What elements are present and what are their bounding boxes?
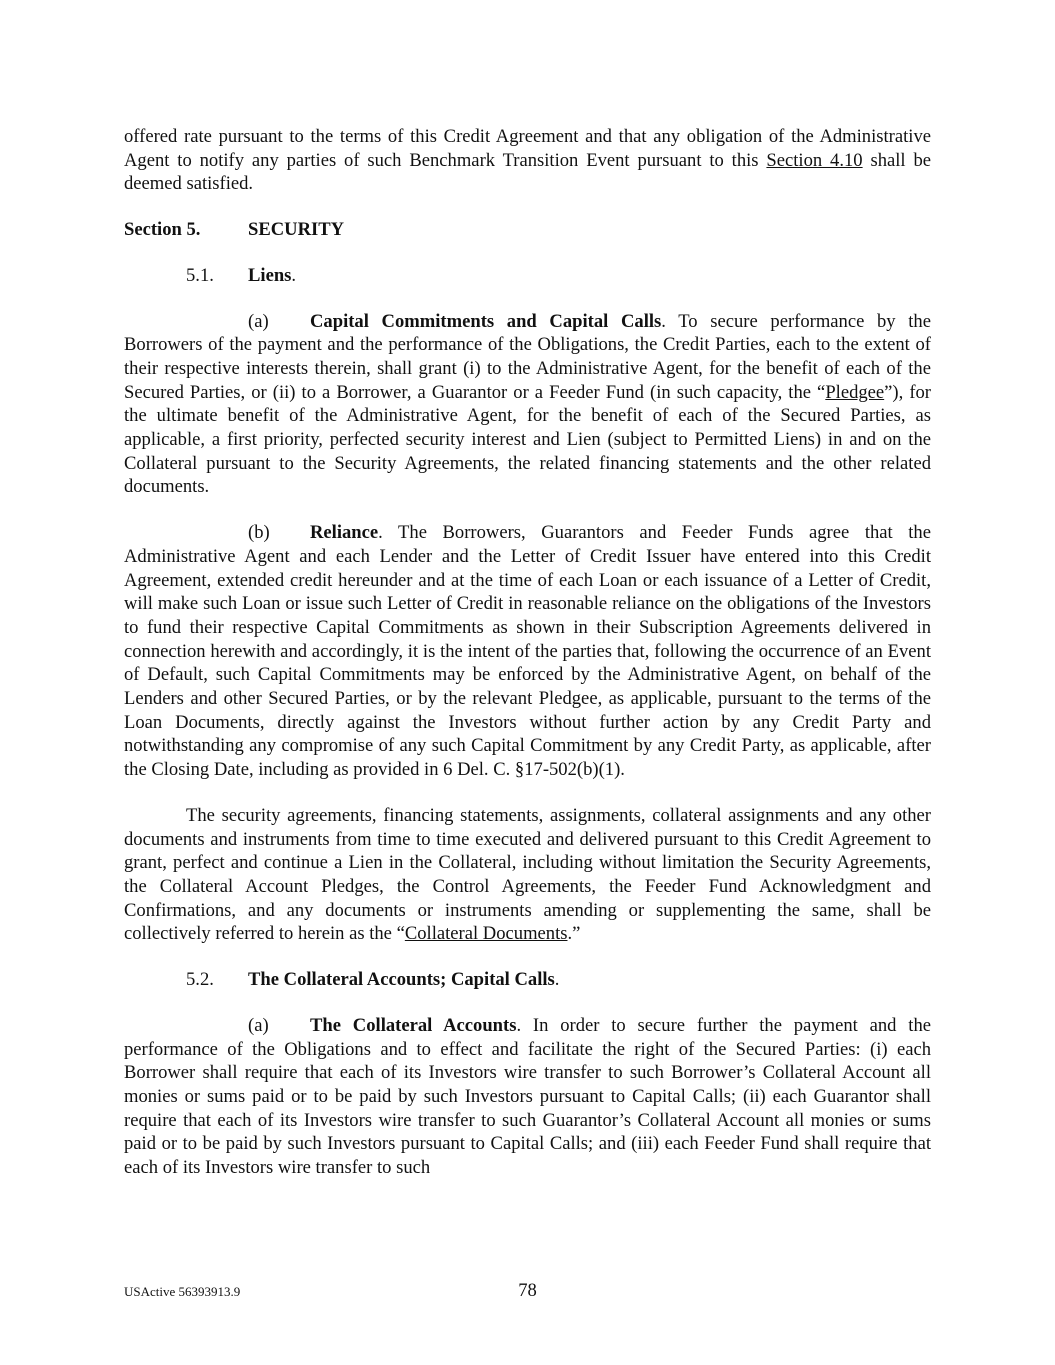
subsection-title: Liens <box>248 264 292 286</box>
section-title: SECURITY <box>248 219 345 241</box>
page-number: 78 <box>518 1280 537 1301</box>
defined-term-pledgee: Pledgee <box>825 381 885 403</box>
collateral-documents-paragraph: The security agreements, financing statements, assignments, collateral assignments and any other documents and instruments from time to time executed and delivered pursuant to this Credit Agreement to grant, perfect and continue a Lien in the Collateral, including without limitation the Security Agreements, the Collateral Account Pledges, the Control Agreements, the Feeder Fund Acknowledgment and Confirmations, and any documents or instruments amending or supplementing the same, shall be collectively referred to herein as the “Collateral Documents.” <box>124 804 931 945</box>
paragraph-5-1-a: (a) Capital Commitments and Capital Calls. To secure performance by the Borrowers of the payment and the performance of the Obligations, the Credit Parties, each to the extent of their respective interests therein, shall grant (i) to the Administrative Agent, for the benefit of each of the Secured Parties, or (ii) to a Borrower, a Guarantor or a Feeder Fund (in such capacity, the “Pledgee”), for the ultimate benefit of the Administrative Agent, for the benefit of each of the Secured Parties, as applicable, a first priority, perfected security interest and Lien (subject to Permitted Liens) in and on the Collateral pursuant to the Security Agreements, the related financing statements and the other related documents. <box>124 310 931 498</box>
paragraph-5-2-a: (a) The Collateral Accounts. In order to secure further the payment and the performance of the Obligations and to effect and facilitate the right of the Secured Parties: (i) each Borrower shall require that each of its Investors wire transfer to such Borrower’s Collateral Account all monies or sums paid or to be paid by such Investors pursuant to Capital Calls; (ii) each Guarantor shall require that each of its Investors wire transfer to such Guarantor’s Collateral Account all monies or sums paid or to be paid by such Investors pursuant to Capital Calls; and (iii) each Feeder Fund shall require that each of its Investors wire transfer to such <box>124 1014 931 1179</box>
clause-heading: Reliance <box>310 522 379 544</box>
section-5-heading <box>124 218 931 242</box>
subsection-5-1-heading: 5.1. Liens. <box>186 264 297 286</box>
section-number: Section 5. <box>124 219 201 241</box>
intro-paragraph: offered rate pursuant to the terms of this Credit Agreement and that any obligation of the Administrative Agent to notify any parties of such Benchmark Transition Event pursuant to this Section 4.10 shall be deemed satisfied. <box>124 126 932 195</box>
page-body <box>124 125 931 1180</box>
clause-label: (b) <box>248 522 270 544</box>
clause-heading: Capital Commitments and Capital Calls <box>310 310 662 332</box>
subsection-5-2-heading: 5.2. The Collateral Accounts; Capital Calls. <box>186 969 560 991</box>
clause-label: (a) <box>248 310 269 332</box>
clause-label: (a) <box>248 1014 269 1036</box>
subsection-number: 5.2. <box>186 969 214 991</box>
footer-document-id: USActive 56393913.9 <box>124 1284 241 1299</box>
defined-term-collateral-documents: Collateral Documents <box>404 923 568 945</box>
clause-heading: The Collateral Accounts <box>310 1014 517 1036</box>
paragraph-5-1-b: (b) Reliance. The Borrowers, Guarantors and Feeder Funds agree that the Administrative Agent and each Lender and the Letter of Credit Issuer have entered into this Credit Agreement, extended credit hereunder and at the time of each Loan or each issuance of a Letter of Credit, will make such Loan or issue such Letter of Credit in reasonable reliance on the obligations of the Investors to fund their respective Capital Commitments as shown in their Subscription Agreements delivered in connection herewith and accordingly, it is the intent of the parties that, following the occurrence of an Event of Default, such Capital Commitments may be enforced by the Administrative Agent, on behalf of the Lenders and other Secured Parties, or by the relevant Pledgee, as applicable, pursuant to the terms of the Loan Documents, directly against the Investors without further action by any Credit Party and notwithstanding any compromise of any such Capital Commitment by any Credit Party, as applicable, after the Closing Date, including as provided in 6 Del. C. §17-502(b)(1). <box>124 522 931 781</box>
section-4-10-reference: Section 4.10 <box>766 149 863 171</box>
subsection-title: The Collateral Accounts; Capital Calls <box>248 969 555 991</box>
subsection-number: 5.1. <box>186 264 214 286</box>
